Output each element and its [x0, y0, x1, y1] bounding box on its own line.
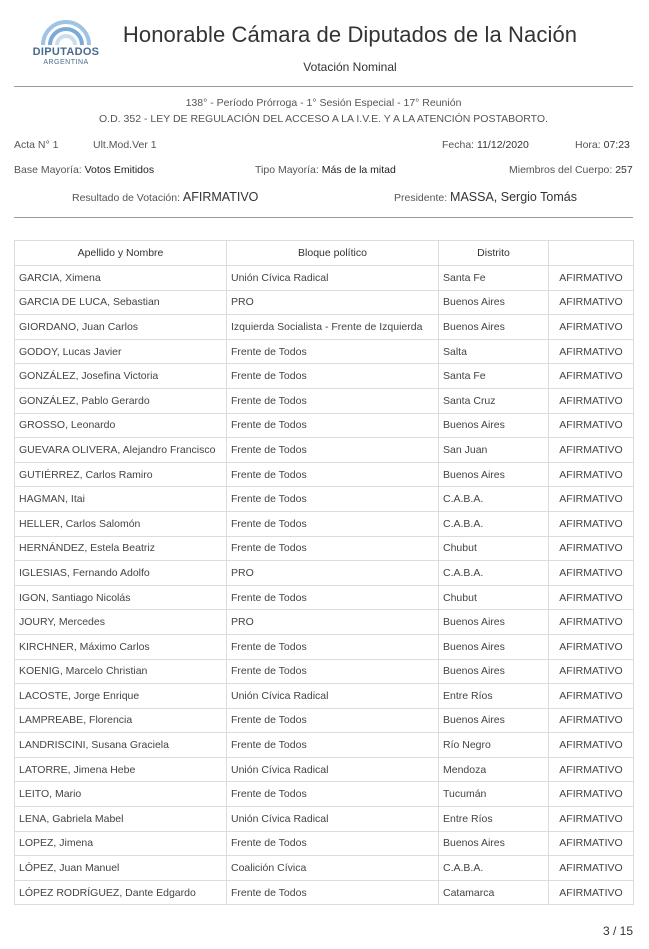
cell-vote: AFIRMATIVO [549, 290, 634, 315]
cell-bloc: Frente de Todos [227, 880, 439, 905]
table-header-row [15, 241, 634, 266]
cell-district: Catamarca [439, 880, 549, 905]
session-info: 138° - Período Prórroga - 1° Sesión Especial - 17° Reunión [185, 97, 462, 109]
cell-name: LEITO, Mario [15, 782, 227, 807]
cell-vote: AFIRMATIVO [549, 511, 634, 536]
cell-vote: AFIRMATIVO [549, 708, 634, 733]
base-majority-label: Base Mayoría: [14, 164, 82, 176]
page-subtitle: Votación Nominal [303, 60, 397, 74]
base-majority-field [14, 164, 154, 176]
cell-vote: AFIRMATIVO [549, 807, 634, 832]
cell-bloc: Unión Cívica Radical [227, 757, 439, 782]
cell-district: Buenos Aires [439, 634, 549, 659]
table-body [15, 266, 634, 905]
cell-bloc: Frente de Todos [227, 634, 439, 659]
table-row [15, 561, 634, 586]
cell-vote: AFIRMATIVO [549, 856, 634, 881]
cell-bloc: Frente de Todos [227, 511, 439, 536]
table-row [15, 438, 634, 463]
cell-name: LOPEZ, Jimena [15, 831, 227, 856]
cell-name: HAGMAN, Itai [15, 487, 227, 512]
last-modification: Ult.Mod.Ver 1 [93, 139, 157, 151]
cell-bloc: Frente de Todos [227, 339, 439, 364]
cell-name: LÓPEZ, Juan Manuel [15, 856, 227, 881]
cell-name: GONZÁLEZ, Pablo Gerardo [15, 388, 227, 413]
cell-district: Buenos Aires [439, 315, 549, 340]
votes-table [14, 240, 634, 905]
table-row [15, 266, 634, 291]
table-row [15, 388, 634, 413]
cell-bloc: Unión Cívica Radical [227, 266, 439, 291]
cell-name: KIRCHNER, Máximo Carlos [15, 634, 227, 659]
cell-district: C.A.B.A. [439, 561, 549, 586]
table-row [15, 880, 634, 905]
cell-name: LANDRISCINI, Susana Graciela [15, 733, 227, 758]
table-row [15, 684, 634, 709]
cell-district: Santa Fe [439, 364, 549, 389]
table-row [15, 511, 634, 536]
cell-name: GROSSO, Leonardo [15, 413, 227, 438]
header-divider [14, 86, 633, 87]
cell-bloc: Frente de Todos [227, 708, 439, 733]
meta-divider [14, 217, 633, 218]
cell-bloc: Frente de Todos [227, 388, 439, 413]
cell-bloc: Frente de Todos [227, 438, 439, 463]
logo-country: ARGENTINA [43, 59, 89, 66]
cell-vote: AFIRMATIVO [549, 880, 634, 905]
cell-name: HERNÁNDEZ, Estela Beatriz [15, 536, 227, 561]
cell-vote: AFIRMATIVO [549, 364, 634, 389]
cell-bloc: PRO [227, 290, 439, 315]
cell-bloc: Frente de Todos [227, 782, 439, 807]
cell-vote: AFIRMATIVO [549, 462, 634, 487]
table-row [15, 487, 634, 512]
cell-name: GARCIA, Ximena [15, 266, 227, 291]
cell-vote: AFIRMATIVO [549, 610, 634, 635]
cell-district: C.A.B.A. [439, 511, 549, 536]
cell-bloc: Frente de Todos [227, 585, 439, 610]
cell-bloc: Unión Cívica Radical [227, 807, 439, 832]
cell-vote: AFIRMATIVO [549, 831, 634, 856]
date-label: Fecha: [442, 139, 475, 151]
table-row [15, 708, 634, 733]
cell-vote: AFIRMATIVO [549, 561, 634, 586]
date-field [442, 139, 529, 151]
president-field [394, 190, 577, 204]
result-field [72, 190, 258, 204]
page-number: 3 / 15 [602, 924, 633, 938]
cell-bloc: Frente de Todos [227, 536, 439, 561]
date-value: 11/12/2020 [477, 139, 529, 151]
table-row [15, 364, 634, 389]
cell-district: C.A.B.A. [439, 856, 549, 881]
cell-bloc: Frente de Todos [227, 487, 439, 512]
cell-district: Buenos Aires [439, 831, 549, 856]
cell-district: Río Negro [439, 733, 549, 758]
cell-district: Entre Ríos [439, 684, 549, 709]
table-row [15, 339, 634, 364]
cell-vote: AFIRMATIVO [549, 634, 634, 659]
cell-vote: AFIRMATIVO [549, 585, 634, 610]
table-row [15, 782, 634, 807]
cell-vote: AFIRMATIVO [549, 438, 634, 463]
cell-district: Buenos Aires [439, 659, 549, 684]
cell-vote: AFIRMATIVO [549, 266, 634, 291]
chamber-arc-icon [40, 16, 92, 46]
cell-name: LACOSTE, Jorge Enrique [15, 684, 227, 709]
result-value: AFIRMATIVO [182, 190, 259, 204]
header-district: Distrito [439, 241, 549, 266]
cell-bloc: Frente de Todos [227, 659, 439, 684]
cell-name: HELLER, Carlos Salomón [15, 511, 227, 536]
table-row [15, 856, 634, 881]
majority-type-field [255, 164, 396, 176]
acta-number: Acta N° 1 [14, 139, 59, 151]
cell-name: LATORRE, Jimena Hebe [15, 757, 227, 782]
cell-district: C.A.B.A. [439, 487, 549, 512]
cell-vote: AFIRMATIVO [549, 487, 634, 512]
cell-vote: AFIRMATIVO [549, 339, 634, 364]
cell-name: JOURY, Mercedes [15, 610, 227, 635]
cell-district: Chubut [439, 585, 549, 610]
cell-district: Entre Ríos [439, 807, 549, 832]
cell-name: KOENIG, Marcelo Christian [15, 659, 227, 684]
table-row [15, 315, 634, 340]
majority-type-label: Tipo Mayoría: [255, 164, 319, 176]
cell-name: GUTIÉRREZ, Carlos Ramiro [15, 462, 227, 487]
cell-bloc: Frente de Todos [227, 462, 439, 487]
members-field [509, 164, 633, 176]
cell-bloc: PRO [227, 561, 439, 586]
table-row [15, 413, 634, 438]
cell-bloc: Frente de Todos [227, 413, 439, 438]
table-row [15, 634, 634, 659]
table-row [15, 757, 634, 782]
cell-name: LENA, Gabriela Mabel [15, 807, 227, 832]
cell-name: IGON, Santiago Nicolás [15, 585, 227, 610]
cell-district: Santa Fe [439, 266, 549, 291]
cell-vote: AFIRMATIVO [549, 757, 634, 782]
cell-district: Buenos Aires [439, 462, 549, 487]
cell-district: Santa Cruz [439, 388, 549, 413]
cell-vote: AFIRMATIVO [549, 388, 634, 413]
cell-district: Buenos Aires [439, 290, 549, 315]
cell-bloc: Frente de Todos [227, 364, 439, 389]
cell-name: LAMPREABE, Florencia [15, 708, 227, 733]
cell-name: GUEVARA OLIVERA, Alejandro Francisco [15, 438, 227, 463]
cell-vote: AFIRMATIVO [549, 659, 634, 684]
header-bloc: Bloque político [227, 241, 439, 266]
cell-name: GARCIA DE LUCA, Sebastian [15, 290, 227, 315]
cell-vote: AFIRMATIVO [549, 782, 634, 807]
table-row [15, 462, 634, 487]
time-field [575, 139, 630, 151]
cell-name: GONZÁLEZ, Josefina Victoria [15, 364, 227, 389]
table-row [15, 807, 634, 832]
cell-district: Mendoza [439, 757, 549, 782]
table-row [15, 831, 634, 856]
cell-district: Buenos Aires [439, 610, 549, 635]
table-row [15, 659, 634, 684]
cell-vote: AFIRMATIVO [549, 315, 634, 340]
cell-district: San Juan [439, 438, 549, 463]
page-title: Honorable Cámara de Diputados de la Nación [122, 22, 578, 47]
table-row [15, 733, 634, 758]
table-row [15, 585, 634, 610]
cell-name: GIORDANO, Juan Carlos [15, 315, 227, 340]
header-name: Apellido y Nombre [15, 241, 227, 266]
diputados-logo [26, 16, 106, 72]
members-value: 257 [615, 164, 633, 176]
logo-brand: DIPUTADOS [32, 46, 100, 58]
cell-bloc: Frente de Todos [227, 831, 439, 856]
cell-name: LÓPEZ RODRÍGUEZ, Dante Edgardo [15, 880, 227, 905]
majority-type-value: Más de la mitad [321, 164, 396, 176]
table-row [15, 290, 634, 315]
cell-bloc: Frente de Todos [227, 733, 439, 758]
cell-district: Tucumán [439, 782, 549, 807]
cell-name: IGLESIAS, Fernando Adolfo [15, 561, 227, 586]
header-vote [549, 241, 634, 266]
table-row [15, 610, 634, 635]
base-majority-value: Votos Emitidos [84, 164, 155, 176]
cell-bloc: PRO [227, 610, 439, 635]
cell-bloc: Izquierda Socialista - Frente de Izquierda [227, 315, 439, 340]
order-of-day: O.D. 352 - LEY DE REGULACIÓN DEL ACCESO A LA I.V.E. Y A LA ATENCIÓN POSTABORTO. [99, 113, 548, 125]
cell-district: Salta [439, 339, 549, 364]
table-row [15, 536, 634, 561]
members-label: Miembros del Cuerpo: [509, 164, 613, 176]
cell-vote: AFIRMATIVO [549, 536, 634, 561]
cell-vote: AFIRMATIVO [549, 733, 634, 758]
cell-district: Buenos Aires [439, 708, 549, 733]
cell-bloc: Coalición Cívica [227, 856, 439, 881]
president-label: Presidente: [394, 192, 448, 204]
cell-name: GODOY, Lucas Javier [15, 339, 227, 364]
time-label: Hora: [575, 139, 601, 151]
cell-vote: AFIRMATIVO [549, 684, 634, 709]
cell-district: Chubut [439, 536, 549, 561]
cell-vote: AFIRMATIVO [549, 413, 634, 438]
cell-bloc: Unión Cívica Radical [227, 684, 439, 709]
president-value: MASSA, Sergio Tomás [450, 190, 577, 204]
time-value: 07:23 [603, 139, 630, 151]
cell-district: Buenos Aires [439, 413, 549, 438]
result-label: Resultado de Votación: [72, 192, 180, 204]
